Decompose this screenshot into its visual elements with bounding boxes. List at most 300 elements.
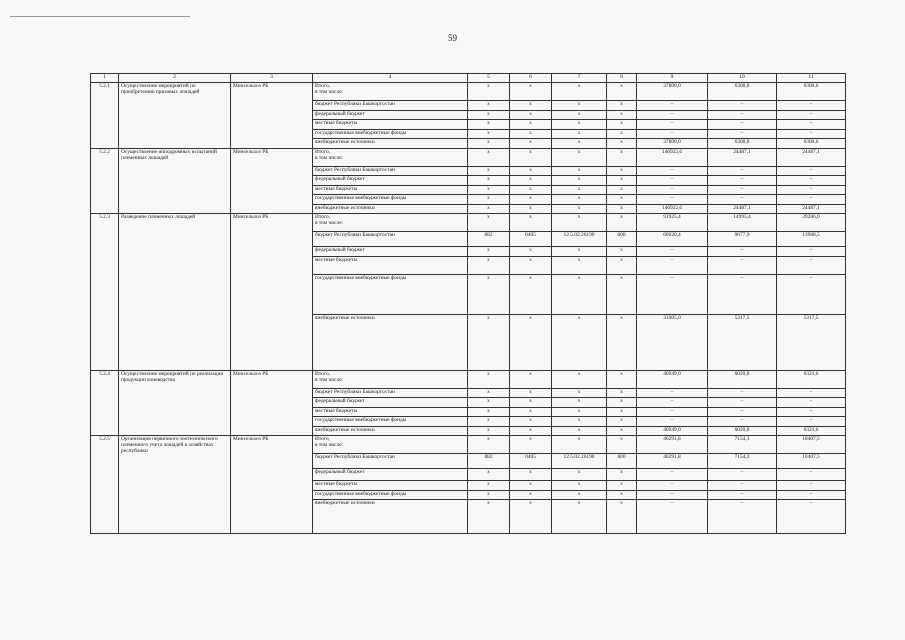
funding-source-text: внебюджетные источники <box>315 139 375 145</box>
funding-source-label <box>313 176 468 186</box>
table-row <box>91 436 846 454</box>
value-cell: – <box>777 120 846 130</box>
value-cell: x <box>468 388 510 398</box>
value-cell: 24487,1 <box>708 148 777 166</box>
value-cell: x <box>607 407 637 417</box>
value-cell: 7154,3 <box>708 436 777 454</box>
value-cell: x <box>510 120 552 130</box>
funding-source-text: местные бюджеты <box>315 120 358 126</box>
value-cell: – <box>708 388 777 398</box>
value-cell: 6020,0 <box>708 426 777 436</box>
value-cell: 37800,0 <box>637 139 708 149</box>
funding-source-text: государственные внебюджетные фонды <box>315 274 407 281</box>
value-cell: x <box>552 469 607 481</box>
value-cell: x <box>552 398 607 408</box>
funding-source-label <box>313 481 468 491</box>
value-cell: x <box>510 388 552 398</box>
funding-source-subtext: в том числе: <box>315 220 344 227</box>
funding-source-text: внебюджетные источники <box>315 204 375 211</box>
funding-source-text: Итого, <box>315 83 330 89</box>
value-cell: 60020,4 <box>637 232 708 247</box>
funding-source-text: местные бюджеты <box>315 185 358 192</box>
value-cell: x <box>552 426 607 436</box>
funding-source-label <box>313 256 468 274</box>
value-cell: x <box>510 148 552 166</box>
funding-source-text: местные бюджеты <box>315 407 358 414</box>
value-cell: – <box>708 129 777 139</box>
value-cell: x <box>607 185 637 195</box>
funding-source-label <box>313 490 468 500</box>
value-cell: – <box>777 195 846 205</box>
value-cell: 13968,5 <box>777 232 846 247</box>
value-cell: x <box>552 110 607 120</box>
column-header: 6 <box>510 74 552 83</box>
value-cell: x <box>510 417 552 427</box>
value-cell: – <box>777 274 846 314</box>
funding-source-label <box>313 148 468 166</box>
value-cell: x <box>607 176 637 186</box>
value-cell: – <box>637 407 708 417</box>
value-cell: 882 <box>468 232 510 247</box>
value-cell: 12.5.02.26190 <box>552 232 607 247</box>
value-cell: x <box>510 204 552 214</box>
value-cell: x <box>552 417 607 427</box>
value-cell: 600 <box>607 454 637 469</box>
column-header: 7 <box>552 74 607 83</box>
value-cell: – <box>637 129 708 139</box>
value-cell: 7154,3 <box>708 454 777 469</box>
value-cell: 24487,1 <box>777 204 846 214</box>
column-header: 8 <box>607 74 637 83</box>
item-name: Разведение племенных лошадей <box>119 214 231 371</box>
value-cell: x <box>607 417 637 427</box>
value-cell: 24487,1 <box>777 148 846 166</box>
item-name: Осуществление мероприятий по приобретению призовых лошадей <box>119 83 231 149</box>
value-cell: x <box>510 214 552 232</box>
value-cell: – <box>708 256 777 274</box>
value-cell: – <box>708 120 777 130</box>
value-cell: x <box>552 129 607 139</box>
value-cell: x <box>510 110 552 120</box>
value-cell: – <box>708 166 777 176</box>
value-cell: 10407,5 <box>777 436 846 454</box>
column-header: 9 <box>637 74 708 83</box>
value-cell: x <box>552 247 607 257</box>
funding-source-text: федеральный бюджет <box>315 176 365 182</box>
value-cell: 6300,0 <box>777 139 846 149</box>
value-cell: x <box>468 274 510 314</box>
funding-source-label <box>313 83 468 101</box>
funding-source-label <box>313 454 468 469</box>
item-executor: Минсельхоз РБ <box>231 436 313 534</box>
funding-source-text: бюджет Республики Башкортостан <box>315 101 395 107</box>
value-cell: – <box>777 469 846 481</box>
value-cell: x <box>510 314 552 370</box>
column-header: 5 <box>468 74 510 83</box>
funding-source-subtext: в том числе: <box>315 376 344 383</box>
item-code: 5.2.2 <box>91 148 119 214</box>
value-cell: x <box>607 500 637 534</box>
value-cell: – <box>637 417 708 427</box>
funding-source-subtext: в том числе: <box>315 89 344 96</box>
value-cell: x <box>468 185 510 195</box>
funding-source-text: бюджет Республики Башкортостан <box>315 166 395 173</box>
table-row <box>91 214 846 232</box>
budget-table <box>90 73 846 534</box>
item-code: 5.2.3 <box>91 214 119 371</box>
funding-source-label <box>313 110 468 120</box>
value-cell: x <box>607 214 637 232</box>
value-cell: x <box>552 314 607 370</box>
funding-source-text: местные бюджеты <box>315 256 358 263</box>
value-cell: x <box>552 204 607 214</box>
value-cell: 12.5.02.26190 <box>552 454 607 469</box>
funding-source-label <box>313 388 468 398</box>
value-cell: x <box>468 407 510 417</box>
funding-source-label <box>313 129 468 139</box>
funding-source-subtext: в том числе: <box>315 154 344 161</box>
value-cell: x <box>552 139 607 149</box>
value-cell: 46291,8 <box>637 436 708 454</box>
value-cell: – <box>637 166 708 176</box>
value-cell: x <box>607 469 637 481</box>
funding-source-label <box>313 101 468 111</box>
funding-source-label <box>313 407 468 417</box>
value-cell: x <box>468 110 510 120</box>
value-cell: x <box>607 83 637 101</box>
value-cell: x <box>468 83 510 101</box>
funding-source-text: бюджет Республики Башкортостан <box>315 388 395 395</box>
value-cell: x <box>607 247 637 257</box>
funding-source-label <box>313 436 468 454</box>
value-cell: x <box>552 490 607 500</box>
value-cell: x <box>468 436 510 454</box>
value-cell: x <box>510 129 552 139</box>
value-cell: 37800,0 <box>637 83 708 101</box>
value-cell: – <box>708 247 777 257</box>
value-cell: x <box>468 214 510 232</box>
funding-source-label <box>313 274 468 314</box>
value-cell: x <box>552 481 607 491</box>
value-cell: x <box>468 195 510 205</box>
value-cell: x <box>552 101 607 111</box>
value-cell: – <box>637 110 708 120</box>
column-header: 4 <box>313 74 468 83</box>
funding-source-text: государственные внебюджетные фонды <box>315 490 407 497</box>
value-cell: – <box>777 129 846 139</box>
funding-source-text: внебюджетные источники <box>315 314 375 321</box>
value-cell: x <box>510 481 552 491</box>
value-cell: – <box>637 398 708 408</box>
value-cell: x <box>607 490 637 500</box>
funding-source-label <box>313 214 468 232</box>
value-cell: x <box>468 129 510 139</box>
value-cell: 600 <box>607 232 637 247</box>
funding-source-text: бюджет Республики Башкортостан <box>315 232 395 238</box>
value-cell: – <box>777 256 846 274</box>
value-cell: x <box>510 436 552 454</box>
value-cell: x <box>607 139 637 149</box>
value-cell: x <box>607 110 637 120</box>
funding-source-label <box>313 185 468 195</box>
value-cell: x <box>468 256 510 274</box>
value-cell: x <box>510 370 552 388</box>
value-cell: x <box>552 500 607 534</box>
value-cell: – <box>708 469 777 481</box>
value-cell: x <box>607 370 637 388</box>
value-cell: – <box>708 176 777 186</box>
value-cell: – <box>637 388 708 398</box>
value-cell: x <box>552 195 607 205</box>
value-cell: x <box>607 426 637 436</box>
column-header: 2 <box>119 74 231 83</box>
value-cell: 6321,0 <box>777 370 846 388</box>
value-cell: – <box>637 481 708 491</box>
value-cell: x <box>510 166 552 176</box>
value-cell: x <box>607 436 637 454</box>
value-cell: x <box>607 101 637 111</box>
value-cell: 6300,0 <box>708 83 777 101</box>
value-cell: x <box>510 83 552 101</box>
value-cell: x <box>510 469 552 481</box>
value-cell: x <box>552 370 607 388</box>
item-name: Организация первичного зоотехнического племенного учета лошадей в хозяйствах республики <box>119 436 231 534</box>
value-cell: – <box>777 110 846 120</box>
header-row <box>91 74 846 83</box>
value-cell: 146922,6 <box>637 148 708 166</box>
funding-source-label <box>313 469 468 481</box>
funding-source-text: Итого, <box>315 370 330 377</box>
value-cell: x <box>468 120 510 130</box>
table-row <box>91 370 846 388</box>
funding-source-label <box>313 247 468 257</box>
funding-source-label <box>313 195 468 205</box>
value-cell: x <box>468 398 510 408</box>
value-cell: – <box>637 490 708 500</box>
value-cell: 91925,4 <box>637 214 708 232</box>
value-cell: – <box>708 417 777 427</box>
value-cell: x <box>510 407 552 417</box>
value-cell: x <box>468 247 510 257</box>
value-cell: 146922,6 <box>637 204 708 214</box>
funding-source-text: Итого, <box>315 436 330 442</box>
value-cell: x <box>552 436 607 454</box>
value-cell: x <box>510 490 552 500</box>
value-cell: x <box>468 370 510 388</box>
value-cell: – <box>637 120 708 130</box>
value-cell: x <box>468 469 510 481</box>
funding-source-text: федеральный бюджет <box>315 398 365 404</box>
funding-source-text: государственные внебюджетные фонды <box>315 195 407 201</box>
value-cell: – <box>708 398 777 408</box>
funding-source-text: федеральный бюджет <box>315 247 365 253</box>
funding-source-text: бюджет Республики Башкортостан <box>315 454 395 460</box>
value-cell: – <box>777 417 846 427</box>
value-cell: – <box>708 185 777 195</box>
table-row <box>91 148 846 166</box>
value-cell: – <box>708 407 777 417</box>
value-cell: – <box>708 101 777 111</box>
value-cell: 0405 <box>510 232 552 247</box>
value-cell: x <box>607 388 637 398</box>
item-name: Осуществление мероприятий по реализации продукции коневодства <box>119 370 231 436</box>
value-cell: – <box>777 490 846 500</box>
value-cell: – <box>708 500 777 534</box>
value-cell: x <box>552 407 607 417</box>
value-cell: x <box>468 314 510 370</box>
value-cell: x <box>510 256 552 274</box>
value-cell: x <box>607 120 637 130</box>
value-cell: – <box>708 274 777 314</box>
funding-source-text: государственные внебюджетные фонды <box>315 129 407 136</box>
value-cell: x <box>510 426 552 436</box>
funding-source-text: Итого, <box>315 148 330 155</box>
value-cell: x <box>510 500 552 534</box>
item-code: 5.2.1 <box>91 83 119 149</box>
value-cell: – <box>708 110 777 120</box>
value-cell: – <box>777 101 846 111</box>
item-executor: Минсельхоз РБ <box>231 370 313 436</box>
value-cell: – <box>777 176 846 186</box>
value-cell: 6321,0 <box>777 426 846 436</box>
value-cell: 24487,1 <box>708 204 777 214</box>
value-cell: x <box>510 139 552 149</box>
value-cell: – <box>637 274 708 314</box>
value-cell: – <box>777 407 846 417</box>
value-cell: – <box>637 256 708 274</box>
value-cell: x <box>510 398 552 408</box>
value-cell: x <box>468 176 510 186</box>
value-cell: – <box>777 166 846 176</box>
value-cell: x <box>607 481 637 491</box>
funding-source-label <box>313 370 468 388</box>
funding-source-text: внебюджетные источники <box>315 426 375 433</box>
item-name: Осуществление ипподромных испытаний племенных лошадей <box>119 148 231 214</box>
value-cell: x <box>552 83 607 101</box>
value-cell: x <box>510 274 552 314</box>
item-executor: Минсельхоз РБ <box>231 83 313 149</box>
value-cell: x <box>468 204 510 214</box>
value-cell: x <box>510 195 552 205</box>
value-cell: – <box>637 500 708 534</box>
value-cell: – <box>708 481 777 491</box>
item-executor: Минсельхоз РБ <box>231 148 313 214</box>
value-cell: x <box>552 176 607 186</box>
value-cell: x <box>510 247 552 257</box>
value-cell: – <box>637 176 708 186</box>
value-cell: x <box>607 256 637 274</box>
value-cell: 46291,8 <box>637 454 708 469</box>
funding-source-label <box>313 398 468 408</box>
value-cell: 40949,0 <box>637 370 708 388</box>
value-cell: x <box>552 185 607 195</box>
value-cell: x <box>468 500 510 534</box>
column-header: 1 <box>91 74 119 83</box>
value-cell: x <box>468 148 510 166</box>
value-cell: x <box>552 148 607 166</box>
value-cell: x <box>468 166 510 176</box>
value-cell: 0405 <box>510 454 552 469</box>
item-code: 5.2.4 <box>91 370 119 436</box>
funding-source-text: государственные внебюджетные фонды <box>315 417 407 423</box>
value-cell: – <box>637 195 708 205</box>
value-cell: x <box>510 176 552 186</box>
funding-source-subtext: в том числе: <box>315 442 344 449</box>
value-cell: 31905,0 <box>637 314 708 370</box>
funding-source-text: внебюджетные источники <box>315 500 375 506</box>
value-cell: x <box>468 417 510 427</box>
value-cell: x <box>607 195 637 205</box>
funding-source-text: федеральный бюджет <box>315 110 365 117</box>
value-cell: x <box>552 166 607 176</box>
value-cell: – <box>708 490 777 500</box>
value-cell: 6020,0 <box>708 370 777 388</box>
value-cell: 6300,0 <box>777 83 846 101</box>
value-cell: 5317,5 <box>777 314 846 370</box>
value-cell: x <box>468 139 510 149</box>
item-code: 5.2.5 <box>91 436 119 534</box>
funding-source-text: местные бюджеты <box>315 481 358 487</box>
value-cell: x <box>607 148 637 166</box>
value-cell: – <box>777 481 846 491</box>
value-cell: 5317,5 <box>708 314 777 370</box>
value-cell: x <box>552 120 607 130</box>
item-executor: Минсельхоз РБ <box>231 214 313 371</box>
value-cell: 9677,9 <box>708 232 777 247</box>
value-cell: x <box>607 129 637 139</box>
column-header: 10 <box>708 74 777 83</box>
value-cell: x <box>607 398 637 408</box>
value-cell: – <box>637 469 708 481</box>
column-header: 11 <box>777 74 846 83</box>
value-cell: – <box>777 388 846 398</box>
value-cell: x <box>510 101 552 111</box>
value-cell: x <box>607 314 637 370</box>
value-cell: x <box>510 185 552 195</box>
funding-source-label <box>313 232 468 247</box>
funding-source-text: Итого, <box>315 214 330 220</box>
value-cell: – <box>637 185 708 195</box>
value-cell: x <box>468 426 510 436</box>
value-cell: 882 <box>468 454 510 469</box>
funding-source-label <box>313 314 468 370</box>
value-cell: – <box>777 398 846 408</box>
value-cell: – <box>637 247 708 257</box>
value-cell: x <box>552 214 607 232</box>
value-cell: – <box>708 195 777 205</box>
value-cell: x <box>468 101 510 111</box>
value-cell: 14995,4 <box>708 214 777 232</box>
scan-artifact-line <box>10 16 190 17</box>
value-cell: x <box>468 490 510 500</box>
value-cell: – <box>637 101 708 111</box>
page-number: 59 <box>448 33 457 43</box>
value-cell: x <box>607 204 637 214</box>
funding-source-label <box>313 426 468 436</box>
funding-source-label <box>313 139 468 149</box>
funding-source-label <box>313 417 468 427</box>
value-cell: x <box>607 166 637 176</box>
value-cell: x <box>552 388 607 398</box>
funding-source-label <box>313 204 468 214</box>
funding-source-label <box>313 166 468 176</box>
value-cell: x <box>468 481 510 491</box>
value-cell: – <box>777 247 846 257</box>
value-cell: – <box>777 185 846 195</box>
value-cell: 6300,0 <box>708 139 777 149</box>
value-cell: 40949,0 <box>637 426 708 436</box>
value-cell: 39286,0 <box>777 214 846 232</box>
